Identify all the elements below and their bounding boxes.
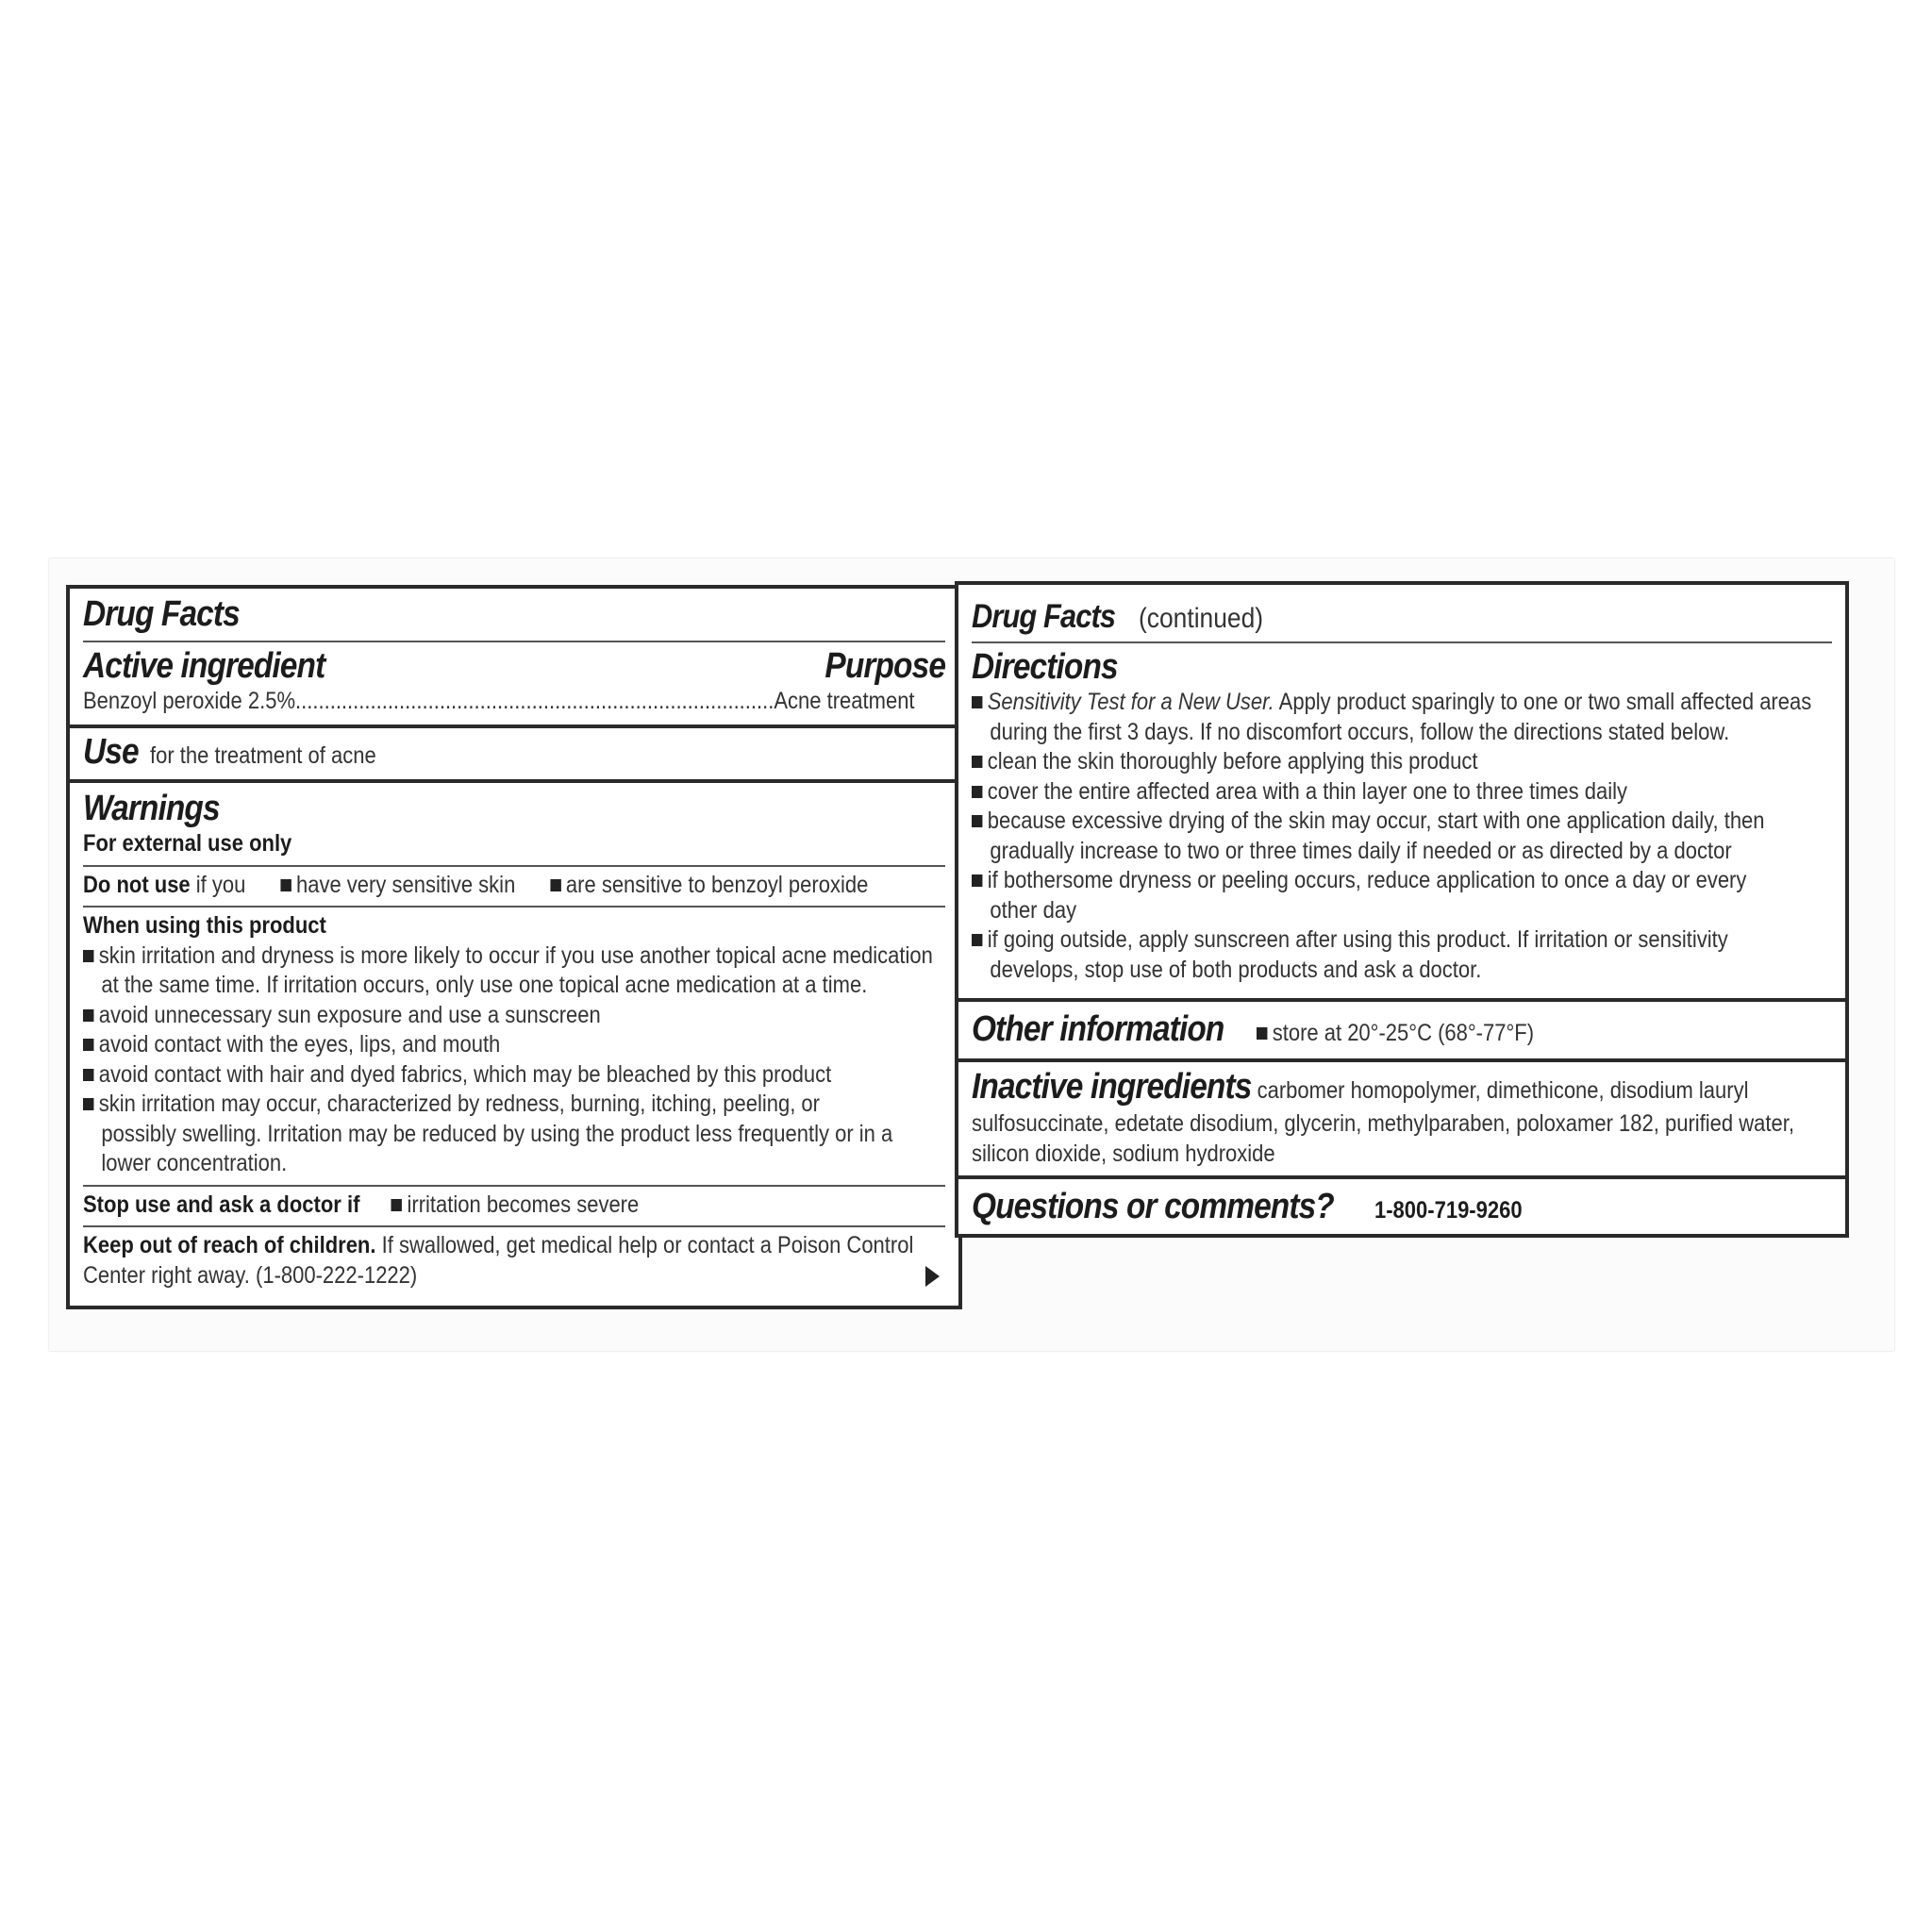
warnings-section: [66, 779, 962, 1309]
other-information-section: [955, 998, 1849, 1062]
drug-facts-panel: [66, 585, 962, 1309]
bullet-icon: [972, 786, 982, 798]
direction-item: because excessive drying of the skin may occur, start with one application daily, then: [972, 807, 1729, 837]
ingredient-line: Benzoyl peroxide 2.5%...................................................................................Acne treatment: [83, 688, 915, 714]
keep-out-text: If swallowed, get medical help or contact a Poison Control: [381, 1232, 914, 1258]
keep-out-text-cont: Center right away. (1-800-222-1222): [83, 1261, 418, 1289]
divider: [83, 1185, 945, 1187]
stop-use-item: irritation becomes severe: [407, 1191, 640, 1218]
active-ingredient-heading: Active ingredient: [83, 646, 325, 686]
when-using-heading: When using this product: [83, 912, 326, 939]
direction-item-cont: gradually increase to two or three times daily if needed or as directed by a doctor: [990, 837, 1732, 864]
bullet-icon: [83, 1098, 93, 1110]
bullet-icon: [972, 874, 982, 887]
direction-item: if bothersome dryness or peeling occurs, reduce application to once a day or every: [972, 866, 1729, 896]
stop-use-row: [83, 1191, 841, 1221]
do-not-use-label: Do not use: [83, 871, 191, 898]
use-section: [66, 724, 962, 783]
inactive-ingredients-section: [955, 1058, 1849, 1179]
questions-section: [955, 1175, 1849, 1238]
when-using-item: skin irritation and dryness is more likely to occur if you use another topical acne medication: [83, 941, 841, 972]
divider: [83, 865, 945, 867]
keep-out-row: [83, 1231, 914, 1261]
when-using-item-cont: possibly swelling. Irritation may be reduced by using the product less frequently or in a: [101, 1120, 893, 1147]
direction-item-cont: other day: [990, 896, 1077, 924]
questions-phone: 1-800-719-9260: [1374, 1197, 1523, 1224]
bullet-icon: [972, 696, 982, 708]
bullet-icon: [280, 879, 291, 891]
use-text: for the treatment of acne: [150, 742, 376, 769]
direction-item: clean the skin thoroughly before applying this product: [972, 747, 1729, 777]
bullet-icon: [972, 815, 982, 827]
keep-out-label: Keep out of reach of children.: [83, 1232, 376, 1258]
active-ingredient-section: [66, 585, 962, 728]
use-heading: Use: [83, 732, 139, 772]
when-using-item-cont: at the same time. If irritation occurs, only use one topical acne medication at a time.: [101, 972, 868, 998]
external-use-text: For external use only: [83, 830, 292, 857]
when-using-item-cont: lower concentration.: [101, 1150, 288, 1176]
direction-item-cont: during the first 3 days. If no discomfort occurs, follow the directions stated below.: [990, 718, 1730, 745]
bullet-icon: [550, 879, 560, 891]
do-not-use-item: are sensitive to benzoyl peroxide: [565, 871, 869, 898]
when-using-item: avoid unnecessary sun exposure and use a sunscreen: [83, 1001, 841, 1031]
direction-item: if going outside, apply sunscreen after using this product. If irritation or sensitivity: [972, 925, 1729, 956]
bullet-icon: [83, 1009, 93, 1022]
directions-section: [955, 581, 1849, 1002]
direction-item: cover the entire affected area with a thin layer one to three times daily: [972, 777, 1729, 808]
other-information-text: store at 20°-25°C (68°-77°F): [1257, 1019, 1534, 1049]
divider: [972, 641, 1832, 643]
inactive-ingredients-heading: Inactive ingredients: [972, 1067, 1252, 1107]
do-not-use-if: if you: [195, 871, 246, 898]
questions-heading: Questions or comments?: [972, 1187, 1334, 1226]
when-using-item: skin irritation may occur, characterized by redness, burning, itching, peeling, or: [83, 1090, 841, 1120]
bullet-icon: [83, 1069, 93, 1081]
do-not-use-item: have very sensitive skin: [295, 871, 516, 898]
bullet-icon: [83, 950, 93, 962]
stop-use-label: Stop use and ask a doctor if: [83, 1191, 360, 1218]
divider: [83, 1225, 945, 1227]
inactive-ingredients-text: carbomer homopolymer, dimethicone, disodium lauryl: [1257, 1077, 1749, 1104]
inactive-ingredients-text-cont: sulfosuccinate, edetate disodium, glycerin, methylparaben, poloxamer 182, purified water,: [972, 1110, 1794, 1137]
continue-arrow-icon: [925, 1266, 940, 1287]
other-information-heading: Other information: [972, 1009, 1224, 1049]
bullet-icon: [391, 1199, 402, 1211]
continued-label: (continued): [1139, 603, 1264, 634]
when-using-item: avoid contact with the eyes, lips, and mouth: [83, 1030, 841, 1060]
bullet-icon: [1257, 1027, 1267, 1040]
drug-facts-continued-title: Drug Facts: [972, 598, 1116, 635]
directions-heading: Directions: [972, 647, 1118, 687]
divider: [83, 641, 945, 642]
when-using-item: avoid contact with hair and dyed fabrics, which may be bleached by this product: [83, 1060, 841, 1091]
drug-facts-title: Drug Facts: [83, 594, 240, 634]
warnings-heading: Warnings: [83, 789, 220, 828]
bullet-icon: [83, 1039, 93, 1051]
bullet-icon: [972, 756, 982, 768]
direction-item-cont: develops, stop use of both products and ask a doctor.: [990, 956, 1482, 983]
divider: [83, 906, 945, 908]
inactive-ingredients-text-cont: silicon dioxide, sodium hydroxide: [972, 1140, 1275, 1167]
purpose-heading: Purpose: [824, 646, 945, 686]
bullet-icon: [972, 934, 982, 946]
direction-item: Sensitivity Test for a New User. Apply product sparingly to one or two small affected areas: [972, 688, 1729, 718]
do-not-use-row: [83, 871, 869, 901]
